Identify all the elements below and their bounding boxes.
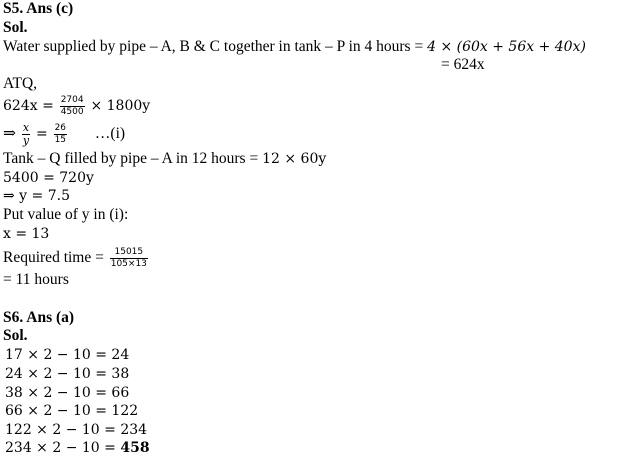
s5-eq1-numerator: 2704	[60, 94, 84, 105]
s5-eq2-numerator: 26	[54, 122, 67, 133]
s5-eq1-rhs: × 1800y	[90, 98, 151, 114]
s6-heading: S6. Ans (a)	[3, 309, 75, 326]
s5-xval: x = 13	[3, 226, 50, 242]
s6-line: 24 × 2 − 10 = 38	[5, 366, 130, 382]
s6-last-prefix: 234 × 2 − 10 =	[5, 440, 121, 456]
s5-line1-text: Water supplied by pipe – A, B & C together in tank – P in 4 hours =	[3, 38, 428, 55]
s5-required-fraction	[110, 247, 148, 270]
s5-tankq-math: 12 × 60y	[262, 151, 327, 167]
s5-answer: = 11 hours	[3, 271, 69, 288]
s5-eq2-fraction	[54, 123, 67, 146]
s5-put: Put value of y in (i):	[3, 206, 129, 223]
s5-eq4: ⇒ y = 7.5	[3, 188, 70, 204]
s6-line: 122 × 2 − 10 = 234	[5, 422, 148, 438]
s5-heading: S5. Ans (c)	[3, 0, 74, 17]
s5-required-denominator: 105×13	[110, 258, 147, 269]
s6-sol-label: Sol.	[3, 327, 28, 344]
s5-sol-label: Sol.	[3, 19, 28, 36]
s6-line: 66 × 2 − 10 = 122	[5, 403, 139, 419]
s5-tankq-text: Tank – Q filled by pipe – A in 12 hours =	[3, 150, 263, 167]
s5-eq2-ref: …(i)	[94, 125, 126, 142]
s5-eq3: 5400 = 720y	[3, 170, 94, 186]
s5-eq1-denominator: 4500	[60, 106, 84, 117]
s5-line1	[3, 38, 586, 56]
s6-line: 38 × 2 − 10 = 66	[5, 385, 130, 401]
s6-last-line	[5, 439, 150, 457]
s5-line1-math: 4 × (60x + 56x + 40x)	[427, 39, 586, 55]
implies-icon: ⇒	[3, 125, 16, 142]
s5-atq: ATQ,	[3, 75, 38, 92]
s5-required-text: Required time =	[3, 249, 108, 266]
s5-tankq	[3, 150, 326, 168]
s5-eq2	[3, 119, 125, 149]
s5-eq2-denominator: 15	[54, 134, 67, 145]
s6-last-answer: 458	[120, 440, 150, 456]
s5-eq2-equals: =	[35, 126, 48, 142]
s5-required-numerator: 15015	[110, 247, 148, 259]
s5-line2: = 624x	[441, 56, 485, 73]
s5-required	[3, 243, 150, 273]
s5-eq1-lhs: 624x =	[3, 98, 54, 114]
s5-eq1-fraction	[60, 95, 85, 118]
s6-line: 17 × 2 − 10 = 24	[5, 347, 130, 363]
s5-eq2-xy-fraction	[22, 122, 30, 147]
s5-eq2-y: y	[22, 133, 30, 147]
s5-eq2-x: x	[22, 120, 30, 134]
s5-eq1	[3, 92, 150, 120]
